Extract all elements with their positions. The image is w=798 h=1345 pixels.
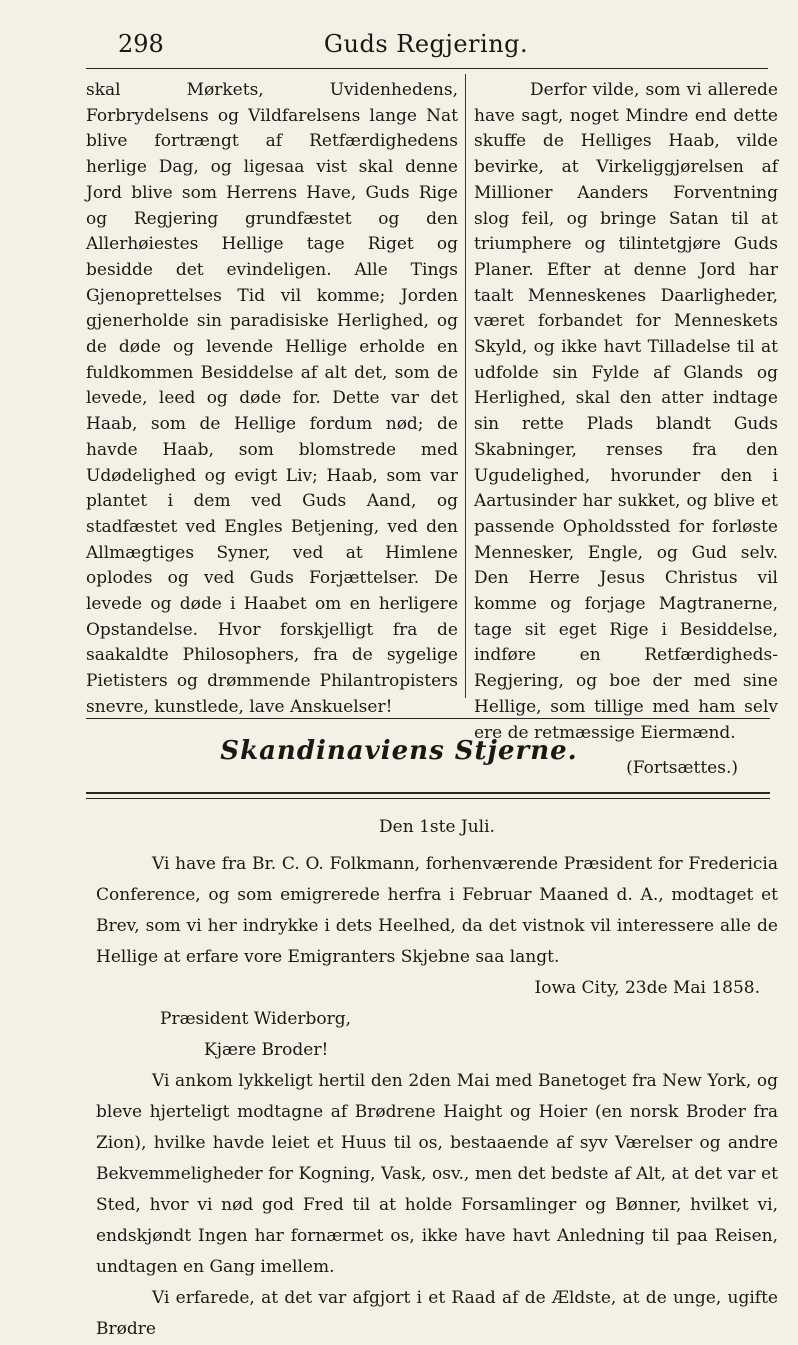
section-title: Skandinaviens Stjerne.: [220, 736, 578, 766]
article-dateline: Den 1ste Juli.: [379, 817, 495, 837]
continued-note: (Fortsættes.): [626, 758, 738, 779]
header-rule: [86, 68, 768, 69]
letter-salutation-greeting: Kjære Broder!: [204, 1040, 329, 1060]
article: [96, 812, 778, 1345]
article-intro: Vi have fra Br. C. O. Folkmann, forhenværende Præsident for Fredericia Conference, og som emigrerede herfra i Februar Maaned d. A., modtaget et Brev, som vi her indrykke i dets Heelhed, da det vistnok vil interessere alle de Hellige at erfare vore Emigranters Skjebne saa langt.: [96, 854, 778, 967]
page-number: 298: [118, 30, 164, 58]
letter-place-date: Iowa City, 23de Mai 1858.: [534, 978, 760, 998]
letter-salutation-name: Præsident Widerborg,: [160, 1009, 352, 1029]
section-rule-double-thick: [86, 792, 770, 794]
running-head: [82, 30, 770, 66]
left-column: [86, 78, 458, 721]
left-column-text: skal Mørkets, Uvidenhedens, Forbrydelsens og Vildfarelsens lange Nat blive fortrængt af Retfærdighedens herlige Dag, og ligesaa vist skal denne Jord blive som Herrens Have, Guds Rige og Regjering grundfæstet og den Allerhøiestes Hellige tage Riget og besidde det evindeligen. Alle Tings Gjenoprettelses Tid vil komme; Jorden gjenerholde sin paradisiske Herlighed, og de døde og levende Hellige erholde en fuldkommen Besiddelse af alt det, som de levede, leed og døde for. Dette var det Haab, som de Hellige fordum nød; de havde Haab, som blomstrede med Udødelighed og evigt Liv; Haab, som var plantet i dem ved Guds Aand, og stadfæstet ved Engles Betjening, ved den Allmægtiges Syner, ved at Himlene oplodes og ved Guds Forjættelser. De levede og døde i Haabet om en herligere Opstandelse. Hvor forskjelligt fra de saakaldte Philosophers, fra de sygelige Pietisters og drømmende Philantropisters snevre, kunstlede, lave Anskuelser!: [86, 80, 458, 717]
right-column: [474, 78, 778, 782]
right-column-text: Derfor vilde, som vi allerede have sagt, noget Mindre end dette skuffe de Helliges Haab, vilde bevirke, at Virkeliggjørelsen af Millioner Aanders Forventning slog feil, og bringe Satan til at triumphere og tilintetgjøre Guds Planer. Efter at denne Jord har taalt Menneskenes Daarligheder, været forbandet for Menneskets Skyld, og ikke havt Tilladelse til at udfolde sin Fylde af Glands og Herlighed, skal den atter indtage sin rette Plads blandt Guds Skabninger, renses fra den Ugudelighed, hvorunder den i Aartusinder har sukket, og blive et passende Opholdssted for forløste Mennesker, Engle, og Gud selv. Den Herre Jesus Christus vil komme og forjage Magtranerne, tage sit eget Rige i Besiddelse, indføre en Retfærdigheds-Regjering, og boe der med sine Hellige, som tillige med ham selv ere de retmæssige Eiermænd.: [474, 80, 778, 743]
letter-paragraph: Vi erfarede, at det var afgjort i et Raad af de Ældste, at de unge, ugifte Brødre: [96, 1288, 778, 1339]
letter-paragraph: Vi ankom lykkeligt hertil den 2den Mai med Banetoget fra New York, og bleve hjerteligt modtagne af Brødrene Haight og Hoier (en norsk Broder fra Zion), hvilke havde leiet et Huus til os, bestaaende af syv Værelser og andre Bekvemmeligheder for Kogning, Vask, osv., men det bedste af Alt, at det var et Sted, hvor vi nød god Fred til at holde Forsamlinger og Bønner, hvilket vi, endskjøndt Ingen har fornærmet os, ikke have havt Anledning til paa Reisen, undtagen en Gang imellem.: [96, 1071, 778, 1277]
section-rule-top: [86, 718, 770, 719]
column-divider: [465, 74, 466, 698]
running-title: Guds Regjering.: [323, 30, 529, 58]
section-rule-double-thin: [86, 798, 770, 799]
